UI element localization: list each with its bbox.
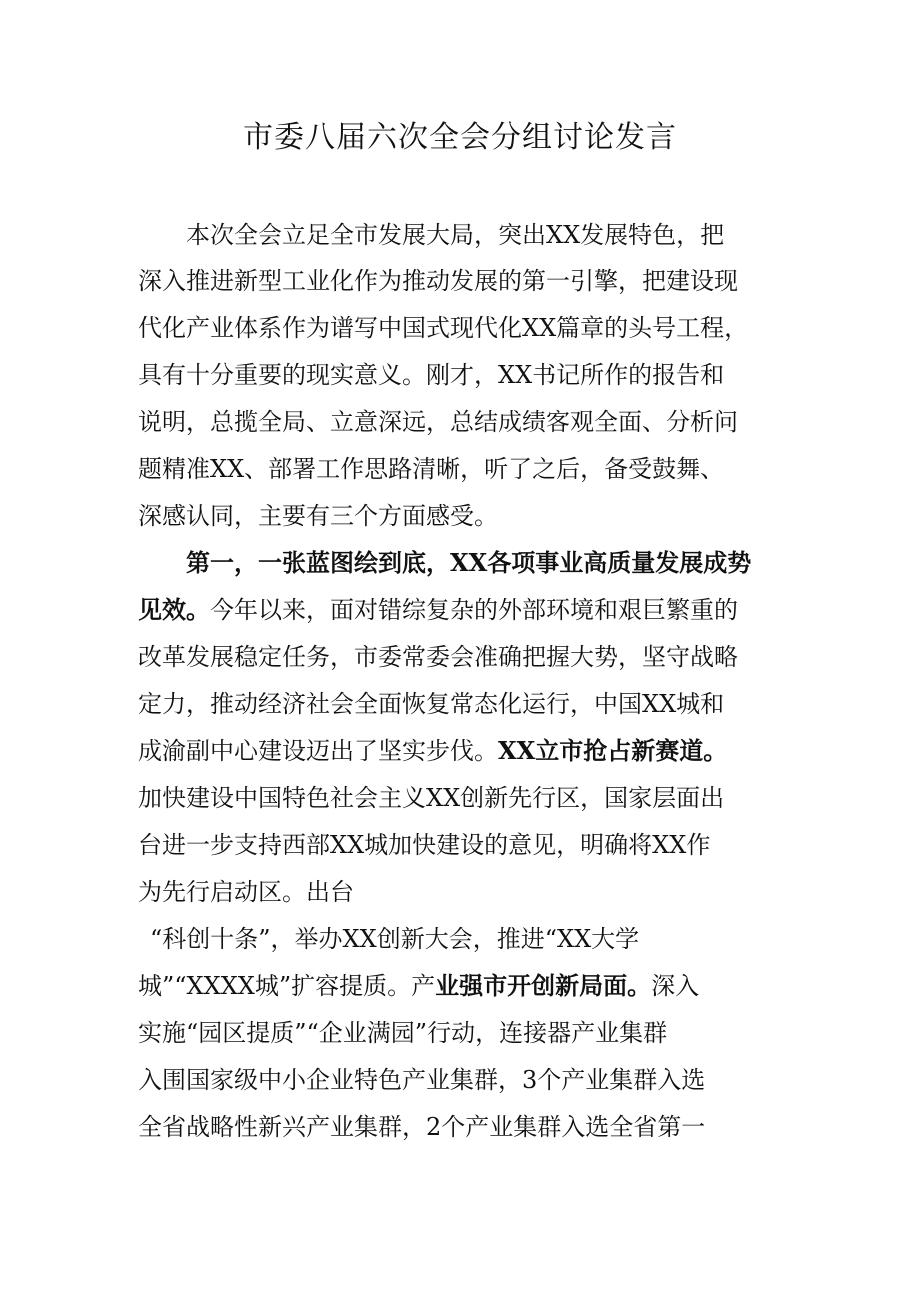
paragraph-line: 代化产业体系作为谱写中国式现代化XX篇章的头号工程， (138, 314, 749, 342)
paragraph-line: 加快建设中国特色社会主义XX创新先行区，国家层面出 (138, 784, 725, 812)
subheading: 业强市开创新局面。 (435, 971, 652, 1000)
paragraph-line: 台进一步支持西部XX城加快建设的意见，明确将XX作 (138, 831, 711, 859)
paragraph-line (138, 590, 738, 630)
paragraph-line: 定力，推动经济社会全面恢复常态化运行，中国XX城和 (138, 690, 725, 718)
paragraph-line (138, 966, 699, 1006)
paragraph-line: 说明，总揽全局、立意深远，总结成绩客观全面、分析问 (138, 408, 738, 436)
paragraph-text: 成渝副中心建设迈出了坚实步伐。 (138, 737, 498, 765)
subheading: XX立市抢占新赛道。 (498, 736, 728, 765)
section-heading: 第一，一张蓝图绘到底，XX各项事业高质量发展成势 (186, 548, 752, 577)
paragraph-line: 本次全会立足全市发展大局，突出XX发展特色，把 (186, 221, 725, 249)
paragraph-text: 深入 (651, 972, 700, 1000)
paragraph-line: 深感认同，主要有三个方面感受。 (138, 502, 498, 530)
paragraph-line: 实施“园区提质”“企业满园”行动，连接器产业集群 (138, 1019, 668, 1047)
paragraph-line: 入围国家级中小企业特色产业集群，3个产业集群入选 (138, 1066, 706, 1094)
paragraph-line: “科创十条”，举办XX创新大会，推进“XX大学 (150, 925, 640, 953)
paragraph-line (138, 731, 727, 771)
paragraph-text: 今年以来，面对错综复杂的外部环境和艰巨繁重的 (210, 596, 738, 624)
paragraph-line: 为先行启动区。出台 (138, 878, 354, 906)
paragraph-line: 深入推进新型工业化作为推动发展的第一引擎，把建设现 (138, 267, 738, 295)
paragraph-line: 题精准XX、部署工作思路清晰，听了之后，备受鼓舞、 (138, 455, 725, 483)
paragraph-text: 城”“XXXX城”扩容提质。产 (138, 972, 436, 1000)
document-title: 市委八届六次全会分组讨论发言 (243, 120, 677, 155)
paragraph-line: 改革发展稳定任务，市委常委会准确把握大势，坚守战略 (138, 643, 738, 671)
section-heading-end: 见效。 (138, 595, 210, 624)
paragraph-line: 具有十分重要的现实意义。刚才，XX书记所作的报告和 (138, 361, 725, 389)
paragraph-line: 全省战略性新兴产业集群，2个产业集群入选全省第一 (138, 1113, 706, 1141)
